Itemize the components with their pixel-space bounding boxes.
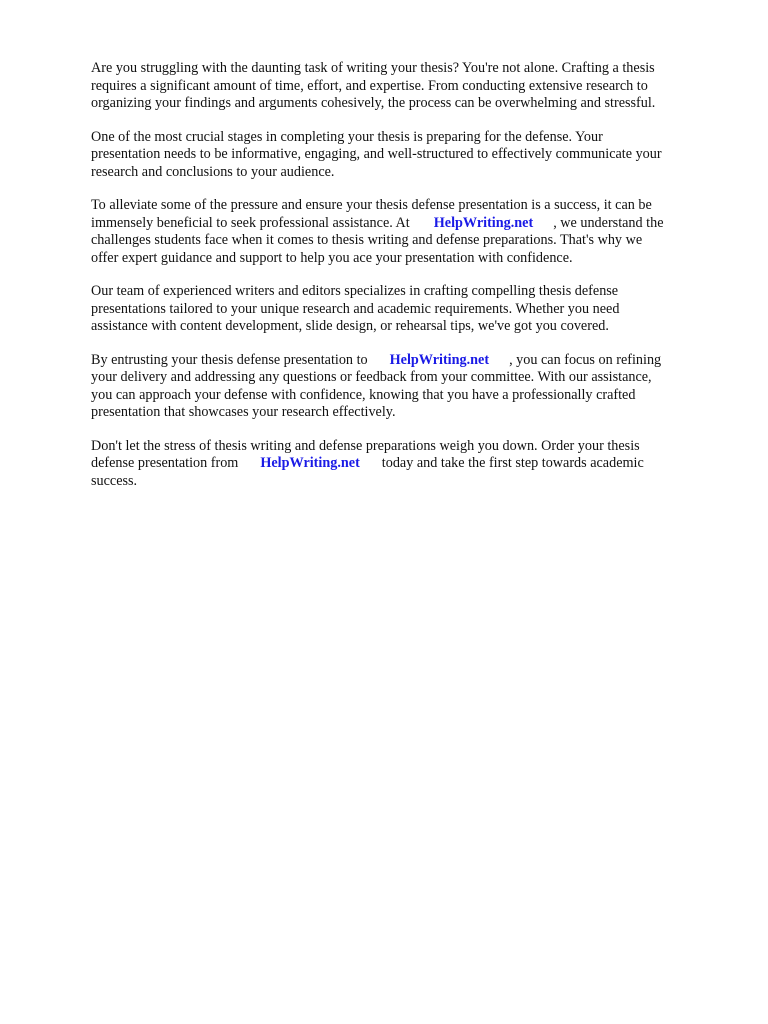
paragraph-order bbox=[91, 438, 731, 491]
paragraph-defense-text: One of the most crucial stages in completing your thesis is preparing for the defense. Your presentation needs to be informative, engaging, and well-structured to effectively communicate your research and conclusions to your audience. bbox=[91, 128, 662, 180]
helpwriting-link-1[interactable]: HelpWriting.net bbox=[433, 214, 534, 231]
paragraph-assistance bbox=[91, 197, 731, 267]
paragraph-order-text-after: today and take the first step towards academic success. bbox=[91, 455, 644, 489]
paragraph-intro bbox=[91, 60, 731, 113]
paragraph-defense-importance bbox=[91, 129, 731, 182]
paragraph-order-text-before: Don't let the stress of thesis writing and defense preparations weigh you down. Order your thesis defense presentation from bbox=[91, 437, 640, 471]
paragraph-assistance-text-after: , we understand the challenges students face when it comes to thesis writing and defense preparations. That's why we offer expert guidance and support to help you ace your presentation with confidence. bbox=[91, 214, 664, 266]
paragraph-entrusting bbox=[91, 352, 731, 422]
paragraph-entrusting-text-after: , you can focus on refining your delivery and addressing any questions or feedback from your committee. With our assistance, you can approach your defense with confidence, knowing that you have a professionally crafted presentation that showcases your research effectively. bbox=[91, 351, 662, 420]
paragraph-team-text: Our team of experienced writers and editors specializes in crafting compelling thesis defense presentations tailored to your unique research and academic requirements. Whether you need assistance with content development, slide design, or rehearsal tips, we've got you covered. bbox=[91, 283, 620, 334]
document-body bbox=[91, 60, 731, 506]
helpwriting-link-3[interactable]: HelpWriting.net bbox=[260, 455, 360, 471]
paragraph-entrusting-text-before: By entrusting your thesis defense presentation to bbox=[91, 351, 368, 368]
helpwriting-link-2[interactable]: HelpWriting.net bbox=[389, 351, 490, 368]
paragraph-assistance-text-before: To alleviate some of the pressure and ensure your thesis defense presentation is a success, it can be immensely beneficial to seek professional assistance. At bbox=[91, 197, 652, 231]
paragraph-team bbox=[91, 283, 731, 336]
paragraph-intro-text: Are you struggling with the daunting task of writing your thesis? You're not alone. Crafting a thesis requires a significant amount of time, effort, and expertise. From conducting extensive research to organizing your findings and arguments cohesively, the process can be overwhelming and stressful. bbox=[91, 60, 656, 111]
